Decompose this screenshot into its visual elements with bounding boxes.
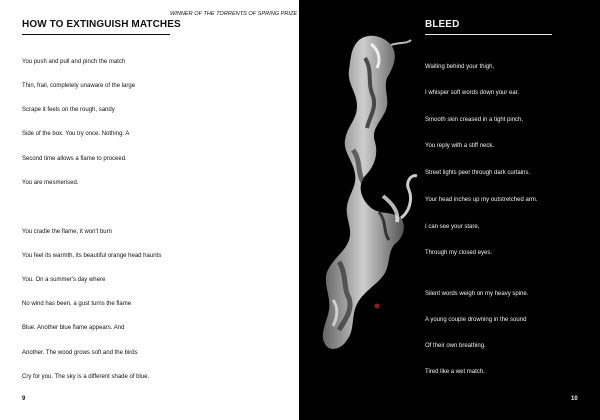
poem-line: You. On a summer's day where (22, 277, 106, 283)
poem-line: You feel its warmth, its beautiful orange head haunts (22, 253, 162, 259)
poem-line: You cradle the flame, it won't burn (22, 229, 112, 235)
poem-line: Another. The wood grows soft and the birds (22, 350, 138, 356)
poem-line: Waiting behind your thigh, (425, 64, 495, 70)
right-title-rule (425, 34, 552, 35)
left-poem-title: HOW TO EXTINGUISH MATCHES (22, 19, 181, 30)
poem-line: Thin, frail, completely unaware of the large (22, 83, 136, 89)
poem-line: No wind has been, a gust turns the flame (22, 301, 132, 307)
poem-line: Silent words weigh on my heavy spine. (425, 291, 529, 297)
prize-note: WINNER OF THE TORRENTS OF SPRING PRIZE (170, 11, 298, 17)
right-page (299, 0, 600, 420)
poem-line: You push and pull and pinch the match (22, 59, 126, 65)
poem-line: Through my closed eyes. (425, 250, 493, 256)
poem-line: Of their own breathing. (425, 343, 486, 349)
poem-line: I can see your stare, (425, 224, 480, 230)
left-title-rule (22, 34, 170, 35)
right-poem-title: BLEED (425, 19, 460, 30)
left-page (0, 0, 299, 420)
right-page-number: 10 (571, 396, 578, 402)
poem-line: Second time allows a flame to proceed. (22, 156, 127, 162)
poem-line: You are mesmerised. (22, 180, 79, 186)
crumpled-artwork-image (299, 0, 600, 420)
poem-line: You reply with a stiff neck. (425, 143, 495, 149)
poem-line: Side of the box. You try once. Nothing. A (22, 131, 130, 137)
poem-line: Street lights peer through dark curtains. (425, 170, 531, 176)
poem-line: Smooth skin creased in a tight pinch, (425, 117, 524, 123)
poem-line: Scrape it feels on the rough, sandy (22, 107, 115, 113)
left-page-number: 9 (22, 396, 26, 402)
poem-line: Blue. Another blue flame appears. And (22, 325, 125, 331)
poem-line: A young couple drowning in the sound (425, 317, 527, 323)
poem-line: Cry for you. The sky is a different shade of blue. (22, 374, 150, 380)
poem-line: Tired like a wet match. (425, 369, 485, 375)
poem-line: Your head inches up my outstretched arm. (425, 197, 538, 203)
poem-line: I whisper soft words down your ear. (425, 90, 520, 96)
